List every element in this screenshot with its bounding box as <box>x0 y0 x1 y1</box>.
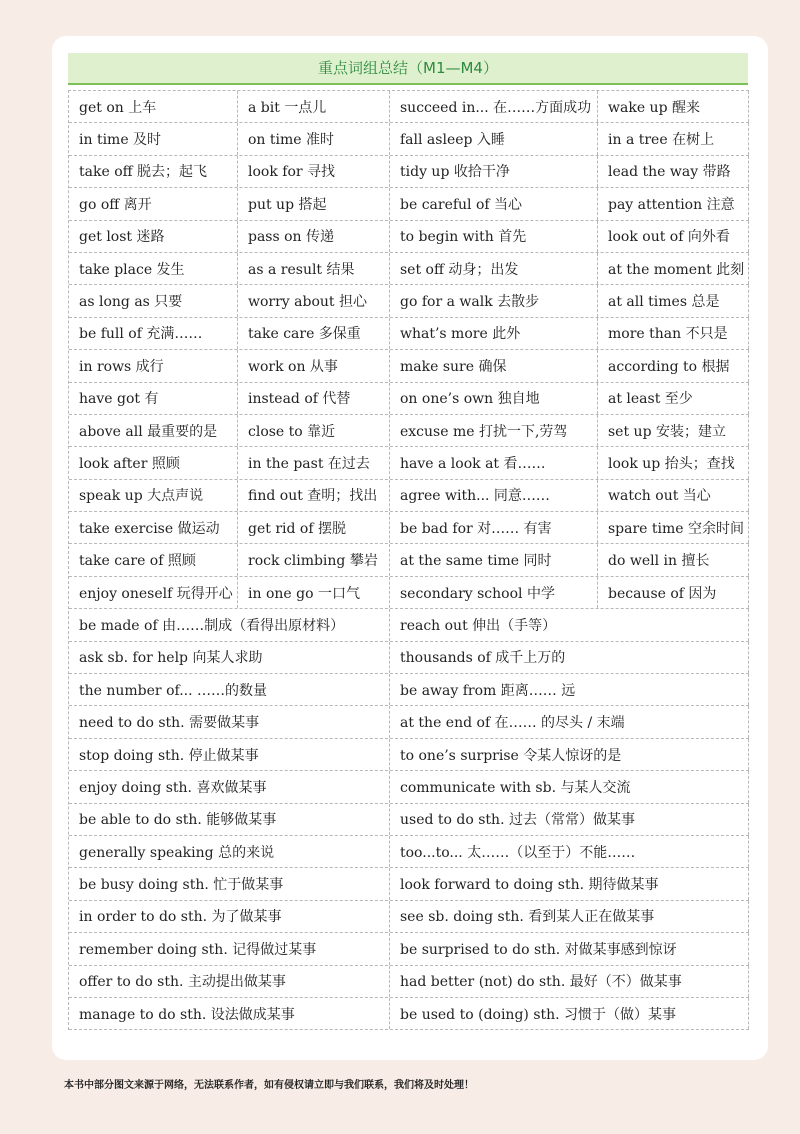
phrase-cell: in order to do sth. 为了做某事 <box>69 901 390 932</box>
phrase-cell: ask sb. for help 向某人求助 <box>69 642 390 673</box>
table-row <box>69 609 749 641</box>
table-row <box>69 804 749 836</box>
phrase-cell: work on 从事 <box>238 350 390 381</box>
phrase-cell: look for 寻找 <box>238 156 390 187</box>
phrase-cell: in one go 一口气 <box>238 577 390 608</box>
phrase-cell: spare time 空余时间 <box>598 512 749 543</box>
phrase-cell: pay attention 注意 <box>598 188 749 219</box>
phrase-cell: get rid of 摆脱 <box>238 512 390 543</box>
phrase-cell: enjoy doing sth. 喜欢做某事 <box>69 771 390 802</box>
phrase-cell: as long as 只要 <box>69 285 238 316</box>
table-row <box>69 706 749 738</box>
phrase-cell: agree with... 同意…… <box>390 480 598 511</box>
phrase-cell: at least 至少 <box>598 383 749 414</box>
phrase-cell: instead of 代替 <box>238 383 390 414</box>
phrase-cell: take care of 照顾 <box>69 544 238 575</box>
phrase-cell: what’s more 此外 <box>390 318 598 349</box>
phrase-cell: be used to (doing) sth. 习惯于（做）某事 <box>390 998 749 1029</box>
table-row <box>69 188 749 220</box>
table-row <box>69 350 749 382</box>
phrase-cell: lead the way 带路 <box>598 156 749 187</box>
phrase-cell: above all 最重要的是 <box>69 415 238 446</box>
phrase-cell: take place 发生 <box>69 253 238 284</box>
phrase-cell: be full of 充满…… <box>69 318 238 349</box>
phrase-cell: have got 有 <box>69 383 238 414</box>
phrase-cell: as a result 结果 <box>238 253 390 284</box>
phrase-cell: offer to do sth. 主动提出做某事 <box>69 966 390 997</box>
table-row <box>69 156 749 188</box>
phrase-cell: at the same time 同时 <box>390 544 598 575</box>
table-row <box>69 836 749 868</box>
phrase-cell: watch out 当心 <box>598 480 749 511</box>
phrase-cell: take care 多保重 <box>238 318 390 349</box>
table-row <box>69 285 749 317</box>
table-row <box>69 966 749 998</box>
phrase-cell: have a look at 看…… <box>390 447 598 478</box>
table-row <box>69 933 749 965</box>
table-row <box>69 221 749 253</box>
phrase-cell: on time 准时 <box>238 123 390 154</box>
table-row <box>69 901 749 933</box>
phrase-cell: in a tree 在树上 <box>598 123 749 154</box>
phrase-cell: at the moment 此刻 <box>598 253 749 284</box>
section-title: 重点词组总结（M1—M4） <box>68 53 748 85</box>
table-row <box>69 577 749 609</box>
phrase-cell: speak up 大点声说 <box>69 480 238 511</box>
phrase-cell: look forward to doing sth. 期待做某事 <box>390 868 749 899</box>
phrase-cell: set off 动身；出发 <box>390 253 598 284</box>
phrase-cell: be surprised to do sth. 对做某事感到惊讶 <box>390 933 749 964</box>
phrase-cell: used to do sth. 过去（常常）做某事 <box>390 804 749 835</box>
phrase-cell: fall asleep 入睡 <box>390 123 598 154</box>
table-row <box>69 447 749 479</box>
phrase-cell: wake up 醒来 <box>598 91 749 122</box>
table-row <box>69 383 749 415</box>
phrase-cell: see sb. doing sth. 看到某人正在做某事 <box>390 901 749 932</box>
table-row <box>69 480 749 512</box>
table-row <box>69 674 749 706</box>
phrase-cell: the number of... ……的数量 <box>69 674 390 705</box>
phrase-cell: be away from 距离…… 远 <box>390 674 749 705</box>
phrase-cell: be busy doing sth. 忙于做某事 <box>69 868 390 899</box>
copyright-footer: 本书中部分图文来源于网络，无法联系作者，如有侵权请立即与我们联系，我们将及时处理！ <box>64 1080 474 1091</box>
table-row <box>69 868 749 900</box>
phrase-cell: be careful of 当心 <box>390 188 598 219</box>
phrase-cell: manage to do sth. 设法做成某事 <box>69 998 390 1029</box>
phrase-cell: look after 照顾 <box>69 447 238 478</box>
phrase-cell: be bad for 对…… 有害 <box>390 512 598 543</box>
phrase-cell: tidy up 收拾干净 <box>390 156 598 187</box>
phrase-cell: go for a walk 去散步 <box>390 285 598 316</box>
phrase-cell: too...to... 太……（以至于）不能…… <box>390 836 749 867</box>
phrase-cell: be made of 由……制成（看得出原材料） <box>69 609 390 640</box>
phrase-cell: rock climbing 攀岩 <box>238 544 390 575</box>
phrase-cell: because of 因为 <box>598 577 749 608</box>
phrase-cell: set up 安装；建立 <box>598 415 749 446</box>
table-row <box>69 91 749 123</box>
phrase-table <box>68 90 749 1030</box>
phrase-cell: take exercise 做运动 <box>69 512 238 543</box>
phrase-cell: make sure 确保 <box>390 350 598 381</box>
phrase-cell: communicate with sb. 与某人交流 <box>390 771 749 802</box>
phrase-cell: thousands of 成千上万的 <box>390 642 749 673</box>
table-row <box>69 642 749 674</box>
phrase-cell: get on 上车 <box>69 91 238 122</box>
phrase-cell: worry about 担心 <box>238 285 390 316</box>
phrase-cell: enjoy oneself 玩得开心 <box>69 577 238 608</box>
phrase-cell: take off 脱去；起飞 <box>69 156 238 187</box>
phrase-cell: generally speaking 总的来说 <box>69 836 390 867</box>
phrase-cell: to one’s surprise 令某人惊讶的是 <box>390 739 749 770</box>
phrase-cell: a bit 一点儿 <box>238 91 390 122</box>
phrase-cell: do well in 擅长 <box>598 544 749 575</box>
phrase-cell: find out 查明；找出 <box>238 480 390 511</box>
phrase-cell: on one’s own 独自地 <box>390 383 598 414</box>
table-row <box>69 739 749 771</box>
table-row <box>69 123 749 155</box>
phrase-cell: according to 根据 <box>598 350 749 381</box>
phrase-cell: had better (not) do sth. 最好（不）做某事 <box>390 966 749 997</box>
phrase-cell: more than 不只是 <box>598 318 749 349</box>
phrase-cell: at all times 总是 <box>598 285 749 316</box>
phrase-cell: go off 离开 <box>69 188 238 219</box>
phrase-cell: in the past 在过去 <box>238 447 390 478</box>
phrase-cell: remember doing sth. 记得做过某事 <box>69 933 390 964</box>
phrase-cell: get lost 迷路 <box>69 221 238 252</box>
table-row <box>69 998 749 1030</box>
phrase-cell: pass on 传递 <box>238 221 390 252</box>
phrase-cell: stop doing sth. 停止做某事 <box>69 739 390 770</box>
phrase-cell: secondary school 中学 <box>390 577 598 608</box>
phrase-cell: at the end of 在…… 的尽头 / 末端 <box>390 706 749 737</box>
table-row <box>69 415 749 447</box>
phrase-cell: in time 及时 <box>69 123 238 154</box>
phrase-cell: excuse me 打扰一下,劳驾 <box>390 415 598 446</box>
phrase-cell: be able to do sth. 能够做某事 <box>69 804 390 835</box>
phrase-cell: close to 靠近 <box>238 415 390 446</box>
phrase-cell: need to do sth. 需要做某事 <box>69 706 390 737</box>
table-row <box>69 544 749 576</box>
table-row <box>69 253 749 285</box>
phrase-cell: succeed in... 在……方面成功 <box>390 91 598 122</box>
phrase-cell: look out of 向外看 <box>598 221 749 252</box>
phrase-cell: to begin with 首先 <box>390 221 598 252</box>
table-row <box>69 318 749 350</box>
table-row <box>69 771 749 803</box>
phrase-cell: look up 抬头；查找 <box>598 447 749 478</box>
phrase-cell: reach out 伸出（手等） <box>390 609 749 640</box>
table-row <box>69 512 749 544</box>
phrase-cell: put up 搭起 <box>238 188 390 219</box>
phrase-cell: in rows 成行 <box>69 350 238 381</box>
